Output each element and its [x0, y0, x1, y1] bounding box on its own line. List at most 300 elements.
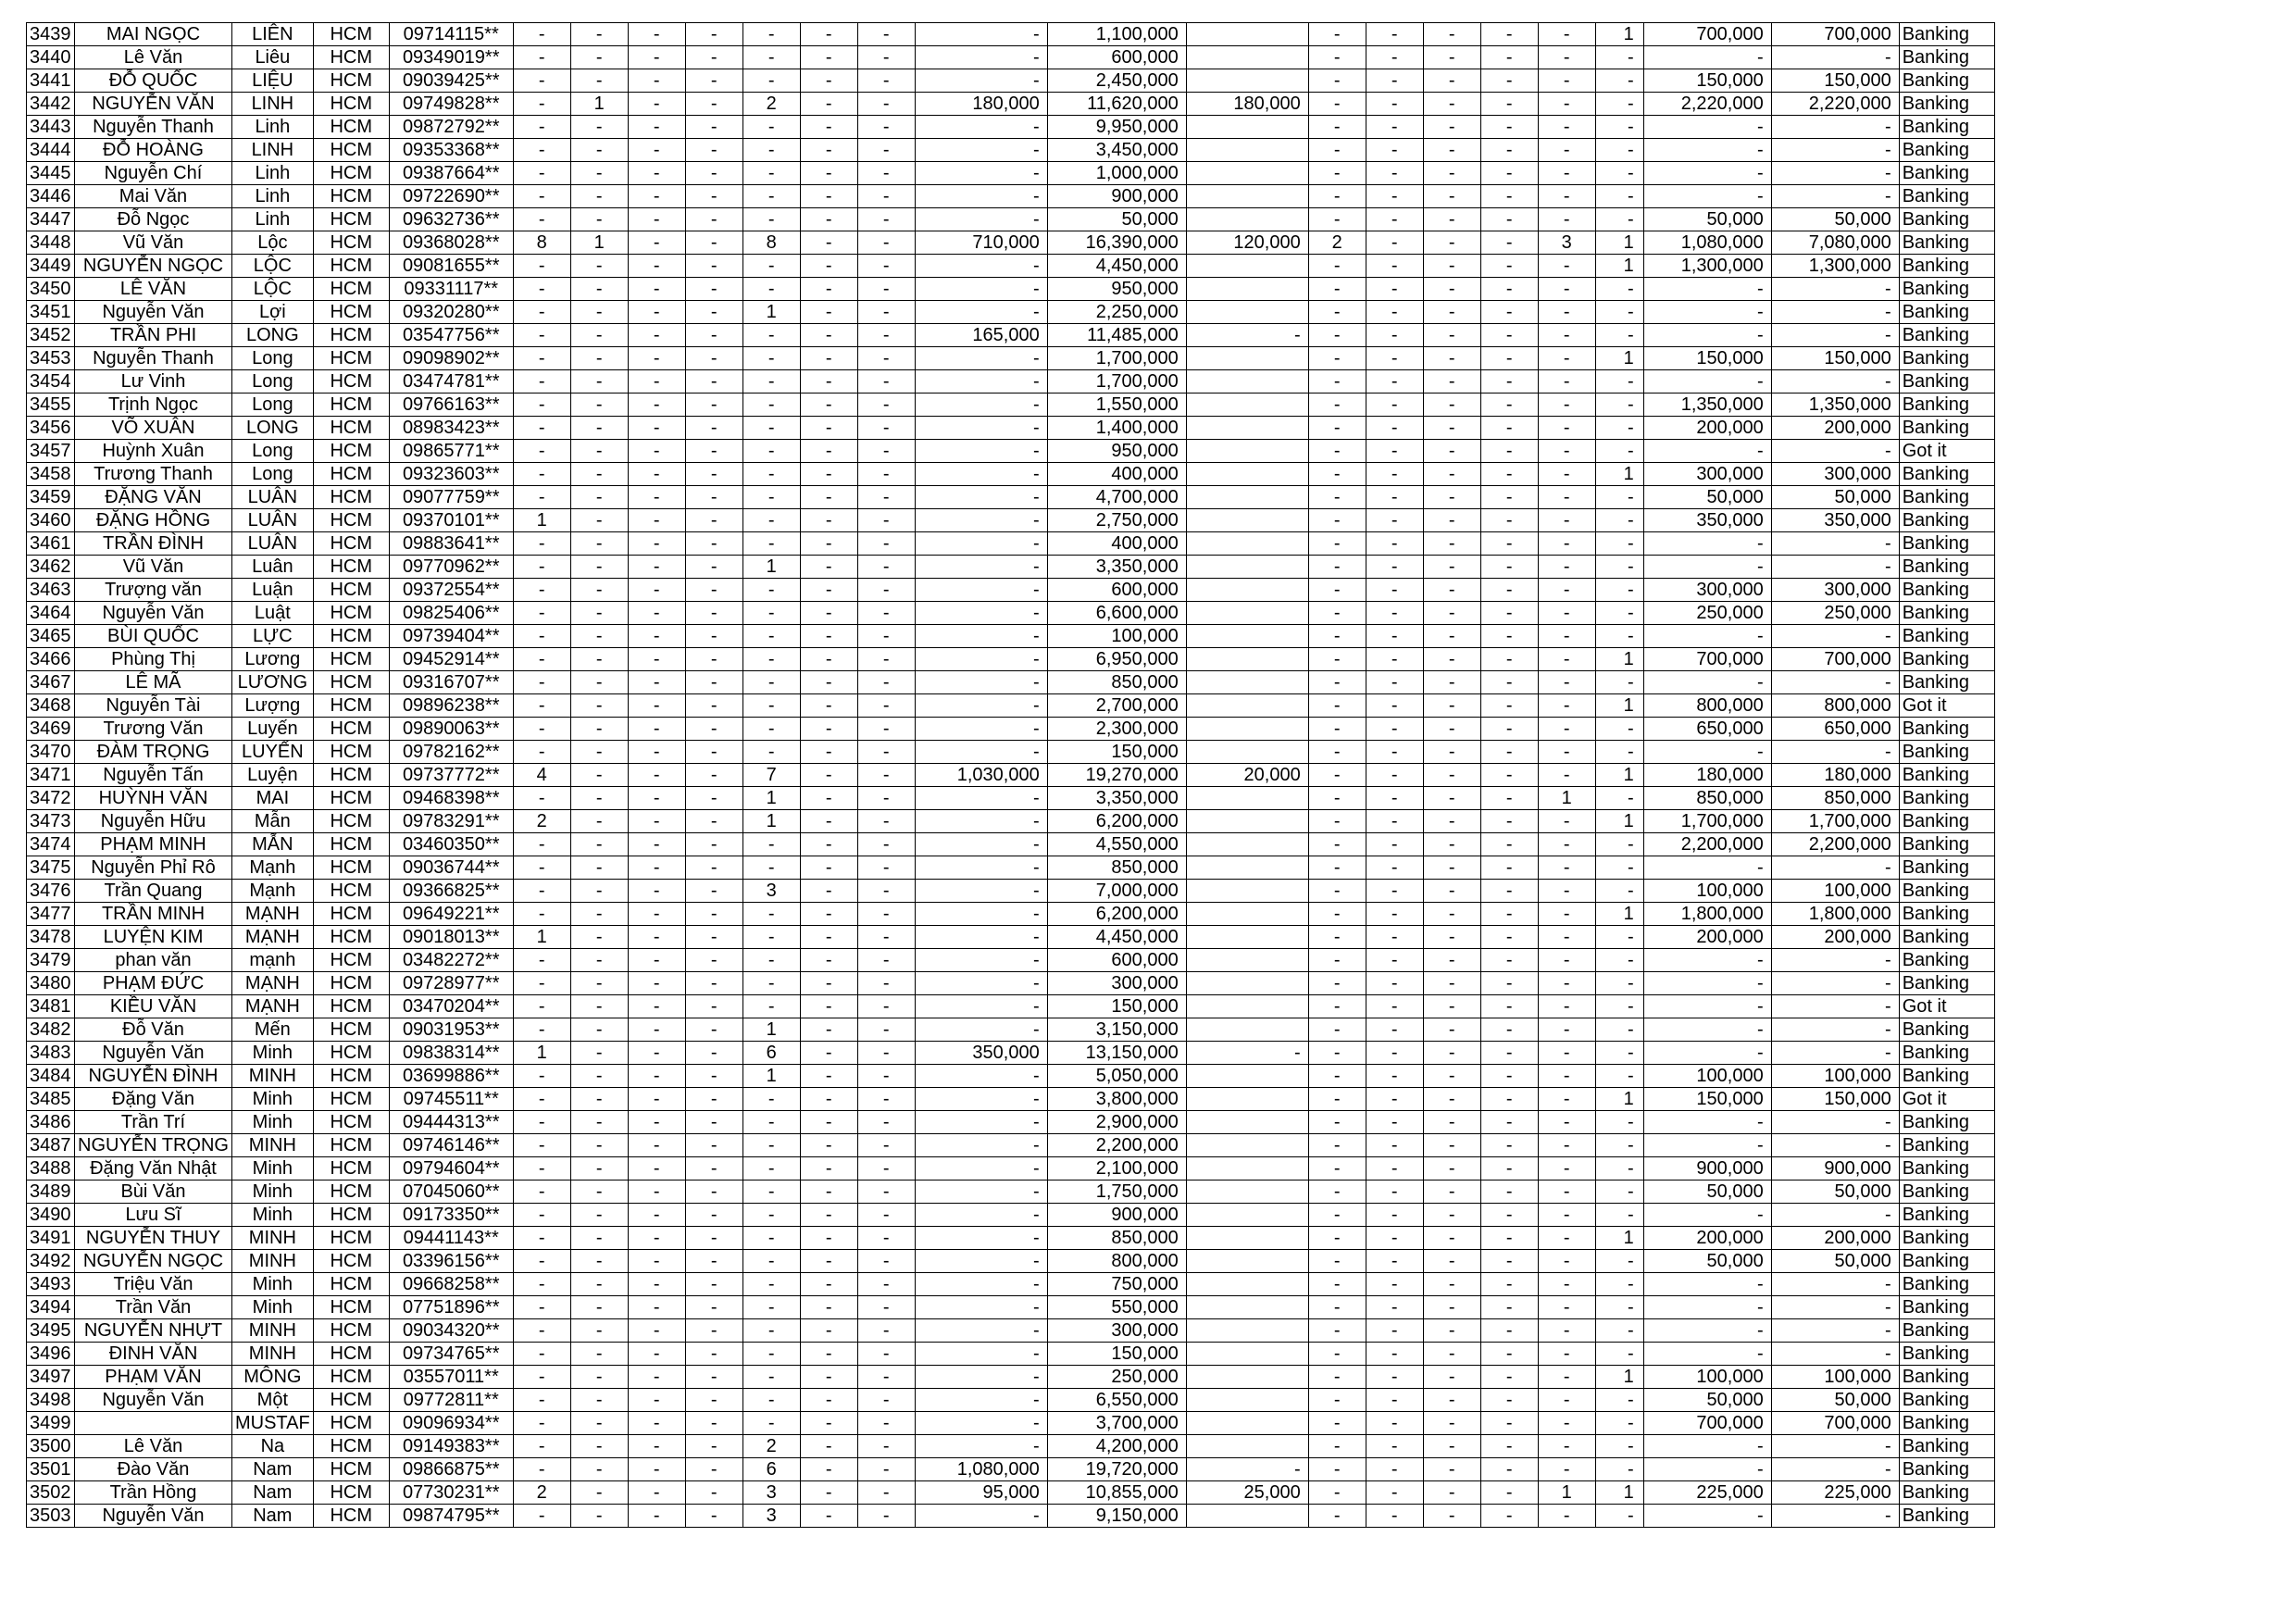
count-e-cell: -	[742, 208, 800, 231]
count-a-cell: -	[513, 139, 570, 162]
count-g-cell: -	[857, 1157, 915, 1181]
amount-c-cell	[1186, 926, 1308, 949]
count-g-cell: -	[857, 926, 915, 949]
phone-cell: 09031953**	[389, 1018, 513, 1042]
count-f-cell: -	[800, 625, 857, 648]
count-g-cell: -	[857, 23, 915, 46]
amount-c-cell	[1186, 1157, 1308, 1181]
count-d-cell: -	[685, 1088, 742, 1111]
amount-d-cell: -	[1643, 741, 1771, 764]
count-k-cell: -	[1480, 440, 1538, 463]
count-h-cell: -	[1308, 208, 1366, 231]
city-cell: HCM	[313, 1458, 389, 1481]
count-a-cell: -	[513, 694, 570, 718]
amount-a-cell: -	[915, 1065, 1047, 1088]
amount-e-cell: -	[1771, 1111, 1899, 1134]
count-c-cell: -	[628, 625, 685, 648]
given-name-cell: Linh	[231, 208, 313, 231]
count-g-cell: -	[857, 1319, 915, 1343]
method-cell: Banking	[1899, 1227, 1994, 1250]
count-i-cell: -	[1366, 255, 1423, 278]
count-k-cell: -	[1480, 648, 1538, 671]
amount-c-cell	[1186, 880, 1308, 903]
count-m-cell: -	[1595, 579, 1643, 602]
given-name-cell: MÔNG	[231, 1366, 313, 1389]
row-number: 3462	[27, 556, 75, 579]
table-row	[27, 23, 1995, 46]
method-cell: Banking	[1899, 139, 1994, 162]
count-f-cell: -	[800, 1389, 857, 1412]
count-i-cell: -	[1366, 509, 1423, 532]
count-d-cell: -	[685, 69, 742, 93]
method-cell: Banking	[1899, 1250, 1994, 1273]
count-g-cell: -	[857, 880, 915, 903]
count-f-cell: -	[800, 1273, 857, 1296]
amount-d-cell: -	[1643, 972, 1771, 995]
count-k-cell: -	[1480, 1111, 1538, 1134]
count-i-cell: -	[1366, 718, 1423, 741]
method-cell: Banking	[1899, 394, 1994, 417]
phone-cell: 09668258**	[389, 1273, 513, 1296]
method-cell: Banking	[1899, 1319, 1994, 1343]
surname-cell: Huỳnh Xuân	[75, 440, 232, 463]
count-h-cell: -	[1308, 301, 1366, 324]
count-j-cell: -	[1423, 208, 1480, 231]
count-a-cell: -	[513, 1227, 570, 1250]
count-h-cell: -	[1308, 1296, 1366, 1319]
count-a-cell: 1	[513, 509, 570, 532]
amount-d-cell: -	[1643, 301, 1771, 324]
amount-e-cell: 200,000	[1771, 417, 1899, 440]
count-a-cell: -	[513, 602, 570, 625]
given-name-cell: Minh	[231, 1042, 313, 1065]
amount-c-cell	[1186, 579, 1308, 602]
count-e-cell: 1	[742, 810, 800, 833]
count-i-cell: -	[1366, 370, 1423, 394]
table-row	[27, 278, 1995, 301]
count-m-cell: -	[1595, 1134, 1643, 1157]
count-a-cell: -	[513, 324, 570, 347]
amount-d-cell: 300,000	[1643, 579, 1771, 602]
city-cell: HCM	[313, 671, 389, 694]
row-number: 3472	[27, 787, 75, 810]
city-cell: HCM	[313, 1181, 389, 1204]
surname-cell: VÕ XUÂN	[75, 417, 232, 440]
count-m-cell: -	[1595, 972, 1643, 995]
amount-a-cell: -	[915, 926, 1047, 949]
count-e-cell: -	[742, 1250, 800, 1273]
count-m-cell: -	[1595, 833, 1643, 856]
given-name-cell: Na	[231, 1435, 313, 1458]
amount-b-cell: 19,270,000	[1047, 764, 1186, 787]
phone-cell: 09366825**	[389, 880, 513, 903]
given-name-cell: Long	[231, 370, 313, 394]
count-h-cell: -	[1308, 463, 1366, 486]
amount-a-cell: -	[915, 1111, 1047, 1134]
count-l-cell: -	[1538, 625, 1595, 648]
count-f-cell: -	[800, 1204, 857, 1227]
count-k-cell: -	[1480, 231, 1538, 255]
amount-d-cell: 180,000	[1643, 764, 1771, 787]
count-k-cell: -	[1480, 1389, 1538, 1412]
count-f-cell: -	[800, 741, 857, 764]
count-c-cell: -	[628, 1319, 685, 1343]
count-a-cell: -	[513, 370, 570, 394]
method-cell: Banking	[1899, 1065, 1994, 1088]
amount-c-cell	[1186, 394, 1308, 417]
count-f-cell: -	[800, 370, 857, 394]
count-a-cell: -	[513, 625, 570, 648]
count-c-cell: -	[628, 347, 685, 370]
table-row	[27, 1065, 1995, 1088]
amount-d-cell: -	[1643, 625, 1771, 648]
city-cell: HCM	[313, 46, 389, 69]
phone-cell: 09649221**	[389, 903, 513, 926]
count-l-cell: -	[1538, 764, 1595, 787]
count-j-cell: -	[1423, 1157, 1480, 1181]
amount-e-cell: -	[1771, 1134, 1899, 1157]
count-l-cell: -	[1538, 394, 1595, 417]
count-f-cell: -	[800, 579, 857, 602]
amount-b-cell: 150,000	[1047, 995, 1186, 1018]
count-g-cell: -	[857, 69, 915, 93]
count-f-cell: -	[800, 93, 857, 116]
table-row	[27, 93, 1995, 116]
count-f-cell: -	[800, 1435, 857, 1458]
method-cell: Banking	[1899, 949, 1994, 972]
count-a-cell: -	[513, 1435, 570, 1458]
amount-c-cell	[1186, 1389, 1308, 1412]
amount-c-cell	[1186, 116, 1308, 139]
count-h-cell: -	[1308, 46, 1366, 69]
method-cell: Banking	[1899, 347, 1994, 370]
count-l-cell: -	[1538, 926, 1595, 949]
amount-c-cell	[1186, 301, 1308, 324]
given-name-cell: Liêu	[231, 46, 313, 69]
count-k-cell: -	[1480, 1181, 1538, 1204]
count-i-cell: -	[1366, 949, 1423, 972]
table-row	[27, 903, 1995, 926]
amount-b-cell: 2,900,000	[1047, 1111, 1186, 1134]
surname-cell: NGUYỄN NHỰT	[75, 1319, 232, 1343]
count-d-cell: -	[685, 995, 742, 1018]
amount-b-cell: 6,950,000	[1047, 648, 1186, 671]
amount-e-cell: -	[1771, 278, 1899, 301]
count-j-cell: -	[1423, 1111, 1480, 1134]
count-i-cell: -	[1366, 1481, 1423, 1505]
count-c-cell: -	[628, 741, 685, 764]
count-d-cell: -	[685, 810, 742, 833]
amount-e-cell: 100,000	[1771, 1366, 1899, 1389]
count-k-cell: -	[1480, 46, 1538, 69]
count-l-cell: -	[1538, 579, 1595, 602]
surname-cell: ĐỖ QUỐC	[75, 69, 232, 93]
count-j-cell: -	[1423, 69, 1480, 93]
count-h-cell: -	[1308, 1065, 1366, 1088]
amount-e-cell: 50,000	[1771, 1250, 1899, 1273]
surname-cell: PHẠM VĂN	[75, 1366, 232, 1389]
count-b-cell: -	[570, 602, 628, 625]
count-j-cell: -	[1423, 1204, 1480, 1227]
amount-d-cell: 100,000	[1643, 880, 1771, 903]
row-number: 3463	[27, 579, 75, 602]
count-l-cell: -	[1538, 810, 1595, 833]
count-a-cell: -	[513, 1343, 570, 1366]
count-a-cell: -	[513, 1296, 570, 1319]
phone-cell: 09370101**	[389, 509, 513, 532]
amount-b-cell: 11,485,000	[1047, 324, 1186, 347]
amount-b-cell: 6,600,000	[1047, 602, 1186, 625]
row-number: 3480	[27, 972, 75, 995]
count-a-cell: -	[513, 1412, 570, 1435]
count-k-cell: -	[1480, 1018, 1538, 1042]
count-j-cell: -	[1423, 347, 1480, 370]
count-f-cell: -	[800, 1505, 857, 1528]
amount-c-cell	[1186, 1296, 1308, 1319]
count-l-cell: -	[1538, 324, 1595, 347]
count-e-cell: -	[742, 949, 800, 972]
method-cell: Got it	[1899, 694, 1994, 718]
amount-c-cell	[1186, 162, 1308, 185]
surname-cell: Phùng Thị	[75, 648, 232, 671]
count-a-cell: -	[513, 463, 570, 486]
amount-d-cell: -	[1643, 532, 1771, 556]
count-j-cell: -	[1423, 602, 1480, 625]
data-sheet	[26, 22, 1995, 1528]
amount-a-cell: -	[915, 1181, 1047, 1204]
surname-cell: ĐẶNG VĂN	[75, 486, 232, 509]
count-g-cell: -	[857, 1088, 915, 1111]
amount-a-cell: 350,000	[915, 1042, 1047, 1065]
count-h-cell: -	[1308, 741, 1366, 764]
method-cell: Banking	[1899, 1296, 1994, 1319]
count-j-cell: -	[1423, 1435, 1480, 1458]
amount-b-cell: 2,250,000	[1047, 301, 1186, 324]
count-f-cell: -	[800, 1042, 857, 1065]
amount-c-cell	[1186, 972, 1308, 995]
surname-cell: PHẠM MINH	[75, 833, 232, 856]
amount-a-cell: -	[915, 509, 1047, 532]
table-row	[27, 324, 1995, 347]
count-f-cell: -	[800, 787, 857, 810]
count-i-cell: -	[1366, 46, 1423, 69]
amount-e-cell: -	[1771, 1343, 1899, 1366]
amount-e-cell: -	[1771, 995, 1899, 1018]
amount-e-cell: 225,000	[1771, 1481, 1899, 1505]
count-f-cell: -	[800, 1181, 857, 1204]
count-b-cell: -	[570, 463, 628, 486]
phone-cell: 03460350**	[389, 833, 513, 856]
count-c-cell: -	[628, 1505, 685, 1528]
count-l-cell: 1	[1538, 787, 1595, 810]
count-j-cell: -	[1423, 764, 1480, 787]
count-a-cell: -	[513, 671, 570, 694]
phone-cell: 09387664**	[389, 162, 513, 185]
count-h-cell: -	[1308, 787, 1366, 810]
amount-b-cell: 1,400,000	[1047, 417, 1186, 440]
table-row	[27, 1458, 1995, 1481]
count-i-cell: -	[1366, 440, 1423, 463]
count-l-cell: -	[1538, 1111, 1595, 1134]
count-i-cell: -	[1366, 23, 1423, 46]
amount-a-cell: -	[915, 46, 1047, 69]
amount-e-cell: 650,000	[1771, 718, 1899, 741]
count-k-cell: -	[1480, 949, 1538, 972]
table-row	[27, 486, 1995, 509]
count-h-cell: -	[1308, 648, 1366, 671]
count-a-cell: -	[513, 1273, 570, 1296]
given-name-cell: Mến	[231, 1018, 313, 1042]
count-k-cell: -	[1480, 833, 1538, 856]
count-k-cell: -	[1480, 926, 1538, 949]
count-e-cell: -	[742, 1157, 800, 1181]
method-cell: Banking	[1899, 1458, 1994, 1481]
count-i-cell: -	[1366, 1435, 1423, 1458]
count-m-cell: -	[1595, 556, 1643, 579]
row-number: 3440	[27, 46, 75, 69]
city-cell: HCM	[313, 1157, 389, 1181]
phone-cell: 09316707**	[389, 671, 513, 694]
city-cell: HCM	[313, 1250, 389, 1273]
count-d-cell: -	[685, 1111, 742, 1134]
count-f-cell: -	[800, 1412, 857, 1435]
city-cell: HCM	[313, 1296, 389, 1319]
count-c-cell: -	[628, 162, 685, 185]
count-b-cell: -	[570, 1157, 628, 1181]
given-name-cell: LUÂN	[231, 532, 313, 556]
surname-cell: Lư Vinh	[75, 370, 232, 394]
count-h-cell: -	[1308, 625, 1366, 648]
count-e-cell: -	[742, 1227, 800, 1250]
amount-b-cell: 3,350,000	[1047, 787, 1186, 810]
amount-a-cell: -	[915, 648, 1047, 671]
given-name-cell: MẠNH	[231, 903, 313, 926]
count-e-cell: 2	[742, 93, 800, 116]
count-m-cell: 1	[1595, 810, 1643, 833]
city-cell: HCM	[313, 625, 389, 648]
count-l-cell: 3	[1538, 231, 1595, 255]
count-f-cell: -	[800, 764, 857, 787]
given-name-cell: LONG	[231, 324, 313, 347]
count-g-cell: -	[857, 625, 915, 648]
count-j-cell: -	[1423, 1134, 1480, 1157]
count-j-cell: -	[1423, 579, 1480, 602]
count-f-cell: -	[800, 278, 857, 301]
count-j-cell: -	[1423, 1227, 1480, 1250]
phone-cell: 09772811**	[389, 1389, 513, 1412]
amount-a-cell: -	[915, 579, 1047, 602]
count-i-cell: -	[1366, 625, 1423, 648]
surname-cell: Đặng Văn Nhật	[75, 1157, 232, 1181]
row-number: 3486	[27, 1111, 75, 1134]
count-h-cell: -	[1308, 532, 1366, 556]
amount-a-cell: -	[915, 255, 1047, 278]
row-number: 3449	[27, 255, 75, 278]
given-name-cell: LINH	[231, 93, 313, 116]
count-m-cell: -	[1595, 1458, 1643, 1481]
amount-c-cell	[1186, 1204, 1308, 1227]
count-j-cell: -	[1423, 903, 1480, 926]
count-j-cell: -	[1423, 1088, 1480, 1111]
given-name-cell: Linh	[231, 185, 313, 208]
amount-e-cell: -	[1771, 440, 1899, 463]
count-l-cell: -	[1538, 1505, 1595, 1528]
count-f-cell: -	[800, 880, 857, 903]
count-e-cell: -	[742, 162, 800, 185]
count-l-cell: -	[1538, 741, 1595, 764]
count-b-cell: -	[570, 856, 628, 880]
count-e-cell: -	[742, 347, 800, 370]
row-number: 3461	[27, 532, 75, 556]
count-l-cell: -	[1538, 1157, 1595, 1181]
count-m-cell: 1	[1595, 1227, 1643, 1250]
method-cell: Banking	[1899, 648, 1994, 671]
count-m-cell: 1	[1595, 1481, 1643, 1505]
count-b-cell: 1	[570, 93, 628, 116]
count-g-cell: -	[857, 463, 915, 486]
count-g-cell: -	[857, 787, 915, 810]
surname-cell: TRẦN ĐÌNH	[75, 532, 232, 556]
phone-cell: 09444313**	[389, 1111, 513, 1134]
surname-cell: LÊ MÃ	[75, 671, 232, 694]
amount-a-cell: -	[915, 949, 1047, 972]
count-i-cell: -	[1366, 1018, 1423, 1042]
count-i-cell: -	[1366, 787, 1423, 810]
city-cell: HCM	[313, 718, 389, 741]
count-d-cell: -	[685, 694, 742, 718]
count-d-cell: -	[685, 1481, 742, 1505]
amount-c-cell	[1186, 1088, 1308, 1111]
count-g-cell: -	[857, 417, 915, 440]
amount-d-cell: -	[1643, 440, 1771, 463]
surname-cell: Nguyễn Thanh	[75, 347, 232, 370]
count-g-cell: -	[857, 93, 915, 116]
amount-a-cell: -	[915, 394, 1047, 417]
amount-d-cell: 150,000	[1643, 347, 1771, 370]
amount-b-cell: 13,150,000	[1047, 1042, 1186, 1065]
count-l-cell: -	[1538, 1181, 1595, 1204]
count-i-cell: -	[1366, 1065, 1423, 1088]
count-i-cell: -	[1366, 1204, 1423, 1227]
count-m-cell: -	[1595, 602, 1643, 625]
row-number: 3495	[27, 1319, 75, 1343]
city-cell: HCM	[313, 810, 389, 833]
city-cell: HCM	[313, 972, 389, 995]
method-cell: Banking	[1899, 69, 1994, 93]
phone-cell: 09353368**	[389, 139, 513, 162]
surname-cell: Vũ Văn	[75, 556, 232, 579]
count-h-cell: -	[1308, 1412, 1366, 1435]
count-l-cell: -	[1538, 833, 1595, 856]
count-d-cell: -	[685, 347, 742, 370]
count-d-cell: -	[685, 1018, 742, 1042]
count-k-cell: -	[1480, 1250, 1538, 1273]
table-row	[27, 1273, 1995, 1296]
count-k-cell: -	[1480, 694, 1538, 718]
amount-a-cell: -	[915, 1134, 1047, 1157]
amount-c-cell	[1186, 648, 1308, 671]
amount-b-cell: 9,150,000	[1047, 1505, 1186, 1528]
amount-e-cell: -	[1771, 370, 1899, 394]
count-a-cell: -	[513, 69, 570, 93]
amount-e-cell: 800,000	[1771, 694, 1899, 718]
count-e-cell: -	[742, 370, 800, 394]
city-cell: HCM	[313, 509, 389, 532]
row-number: 3487	[27, 1134, 75, 1157]
count-d-cell: -	[685, 162, 742, 185]
amount-e-cell: 200,000	[1771, 1227, 1899, 1250]
amount-d-cell: 100,000	[1643, 1366, 1771, 1389]
